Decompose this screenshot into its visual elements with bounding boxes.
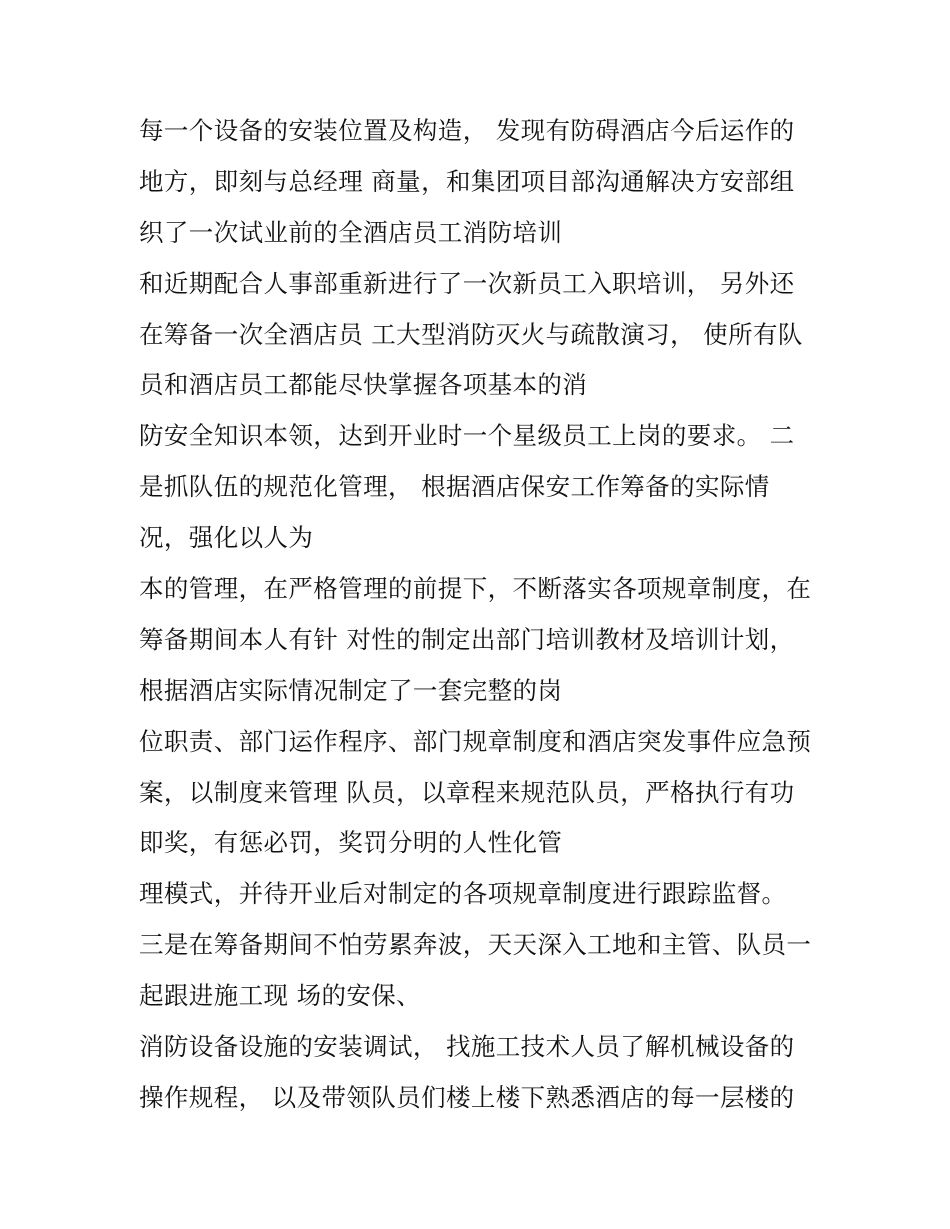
text-line: 消防设备设施的安装调试， 找施工技术人员了解机械设备的 [139, 1032, 795, 1062]
text-line: 操作规程， 以及带领队员们楼上楼下熟悉酒店的每一层楼的 [139, 1082, 795, 1112]
text-line: 根据酒店实际情况制定了一套完整的岗 [139, 675, 563, 705]
text-line: 筹备期间本人有针 对性的制定出部门培训教材及培训计划， [139, 624, 795, 654]
text-line: 是抓队伍的规范化管理， 根据酒店保安工作筹备的实际情 [139, 472, 770, 502]
text-line: 况，强化以人为 [139, 523, 314, 553]
text-line: 织了一次试业前的全酒店员工消防培训 [139, 217, 563, 247]
text-line: 员和酒店员工都能尽快掌握各项基本的消 [139, 370, 588, 400]
text-line: 即奖，有惩必罚，奖罚分明的人性化管 [139, 828, 563, 858]
text-line: 和近期配合人事部重新进行了一次新员工入职培训， 另外还 [139, 268, 795, 298]
text-line: 地方，即刻与总经理 商量，和集团项目部沟通解决方安部组 [139, 166, 795, 196]
text-line: 防安全知识本领，达到开业时一个星级员工上岗的要求。 二 [139, 421, 795, 451]
body-text [139, 106, 839, 1124]
text-line: 起跟进施工现 场的安保、 [139, 981, 422, 1011]
text-line: 在筹备一次全酒店员 工大型消防灭火与疏散演习， 使所有队 [139, 319, 803, 349]
text-line: 每一个设备的安装位置及构造， 发现有防碍酒店今后运作的 [139, 116, 795, 145]
text-line: 本的管理，在严格管理的前提下，不断落实各项规章制度，在 [139, 574, 812, 604]
text-line: 理模式，并待开业后对制定的各项规章制度进行跟踪监督。 [139, 879, 787, 909]
text-line: 案，以制度来管理 队员，以章程来规范队员，严格执行有功 [139, 777, 795, 807]
text-line: 位职责、部门运作程序、部门规章制度和酒店突发事件应急预 [139, 726, 812, 756]
text-line: 三是在筹备期间不怕劳累奔波，天天深入工地和主管、队员一 [139, 930, 812, 960]
